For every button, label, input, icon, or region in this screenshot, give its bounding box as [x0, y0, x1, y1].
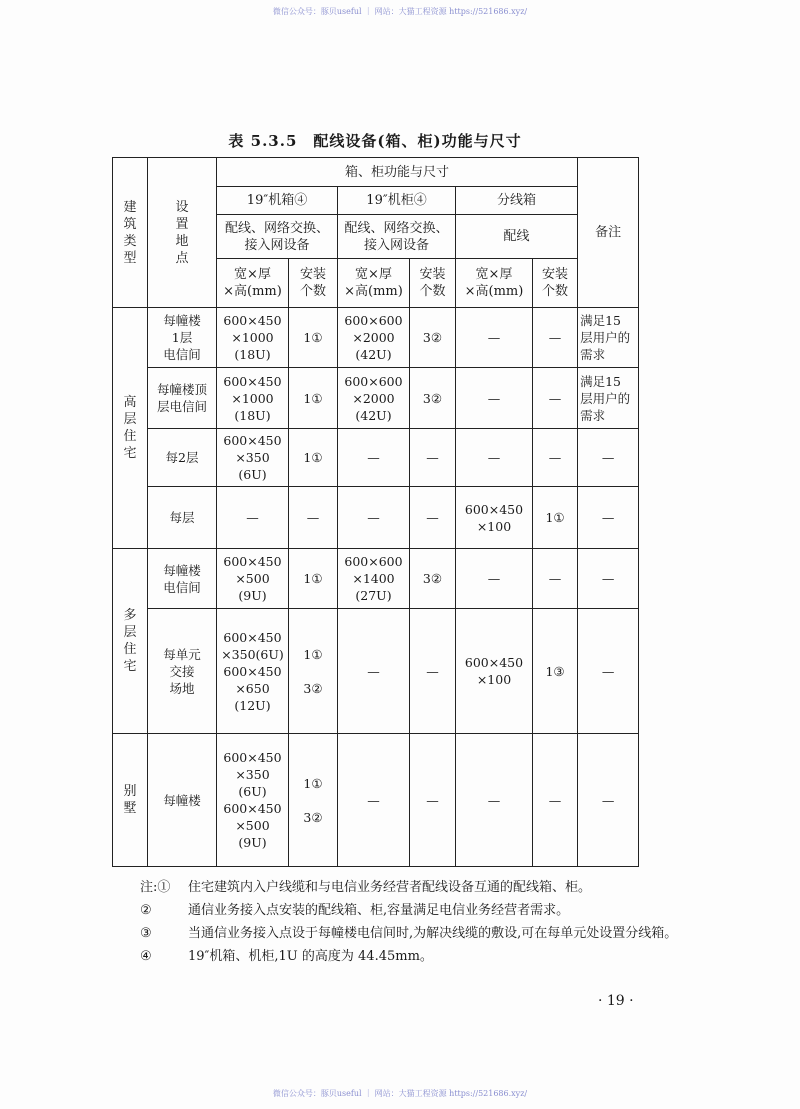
location-cell: 每层 — [148, 487, 217, 549]
distbox-count-cell: — — [533, 549, 578, 609]
building-type-cell: 多 层 住 宅 — [113, 549, 148, 734]
building-type-cell: 高 层 住 宅 — [113, 308, 148, 549]
location-cell: 每单元 交接 场地 — [148, 609, 217, 734]
note-item — [140, 899, 677, 922]
header-size: 宽×厚 ×高(mm) — [217, 259, 289, 308]
remark-cell: — — [578, 429, 639, 487]
header-size: 宽×厚 ×高(mm) — [338, 259, 410, 308]
cabinet-count-cell: — — [410, 429, 456, 487]
cabinet-size-cell: — — [338, 734, 410, 867]
note-item — [140, 876, 677, 899]
header-distbox: 分线箱 — [456, 187, 578, 215]
box-count-cell: 1① — [289, 308, 338, 368]
box-size-cell: 600×450 ×350 (6U) 600×450 ×500 (9U) — [217, 734, 289, 867]
header-count: 安装 个数 — [410, 259, 456, 308]
box-size-cell: 600×450 ×500 (9U) — [217, 549, 289, 609]
remark-cell: — — [578, 487, 639, 549]
cabinet-count-cell: — — [410, 734, 456, 867]
table-row — [113, 549, 639, 609]
distbox-count-cell: — — [533, 429, 578, 487]
distbox-size-cell: — — [456, 734, 533, 867]
note-label: ④ — [140, 949, 152, 964]
header-building-type: 建 筑 类 型 — [113, 158, 148, 308]
table-row — [113, 609, 639, 734]
location-cell: 每幢楼 1层 电信间 — [148, 308, 217, 368]
header-func-distbox: 配线 — [456, 215, 578, 259]
box-count-cell: 1① 3② — [289, 609, 338, 734]
cabinet-count-cell: 3② — [410, 308, 456, 368]
notes — [140, 876, 677, 968]
header-remark: 备注 — [578, 158, 639, 308]
cabinet-count-cell: 3② — [410, 549, 456, 609]
page-number: · 19 · — [598, 993, 634, 1009]
table-row — [113, 734, 639, 867]
cabinet-size-cell: — — [338, 609, 410, 734]
note-item — [140, 945, 677, 968]
header-cabinet19: 19″机柜④ — [338, 187, 456, 215]
header-size: 宽×厚 ×高(mm) — [456, 259, 533, 308]
cabinet-size-cell: 600×600 ×1400 (27U) — [338, 549, 410, 609]
distbox-size-cell: — — [456, 308, 533, 368]
box-count-cell: 1① — [289, 429, 338, 487]
distbox-size-cell: — — [456, 429, 533, 487]
distbox-count-cell: — — [533, 308, 578, 368]
header-count: 安装 个数 — [289, 259, 338, 308]
location-cell: 每2层 — [148, 429, 217, 487]
cabinet-count-cell: 3② — [410, 368, 456, 429]
table-row — [113, 487, 639, 549]
header-func-box: 配线、网络交换、 接入网设备 — [217, 215, 338, 259]
equipment-table — [112, 157, 639, 867]
note-label: 注:① — [140, 880, 171, 895]
cabinet-count-cell: — — [410, 609, 456, 734]
remark-cell: — — [578, 734, 639, 867]
distbox-count-cell: — — [533, 734, 578, 867]
cabinet-size-cell: 600×600 ×2000 (42U) — [338, 308, 410, 368]
remark-cell: 满足15 层用户的 需求 — [578, 308, 639, 368]
distbox-size-cell: 600×450 ×100 — [456, 609, 533, 734]
box-count-cell: 1① — [289, 549, 338, 609]
watermark-bottom: 微信公众号：豚贝useful ｜ 网站：大猫工程资源 https://521686.xyz/ — [272, 1089, 528, 1098]
location-cell: 每幢楼 电信间 — [148, 549, 217, 609]
note-label: ② — [140, 903, 152, 918]
header-box19: 19″机箱④ — [217, 187, 338, 215]
remark-cell: — — [578, 609, 639, 734]
header-location: 设 置 地 点 — [148, 158, 217, 308]
watermark-top: 微信公众号：豚贝useful ｜ 网站：大猫工程资源 https://521686.xyz/ — [272, 7, 528, 16]
location-cell: 每幢楼顶 层电信间 — [148, 368, 217, 429]
box-size-cell: — — [217, 487, 289, 549]
remark-cell: 满足15 层用户的 需求 — [578, 368, 639, 429]
note-item — [140, 922, 677, 945]
cabinet-size-cell: — — [338, 429, 410, 487]
box-size-cell: 600×450 ×1000 (18U) — [217, 368, 289, 429]
header-group: 箱、柜功能与尺寸 — [217, 158, 578, 187]
note-text: 19″机箱、机柜,1U 的高度为 44.45mm。 — [188, 949, 433, 964]
cabinet-count-cell: — — [410, 487, 456, 549]
box-count-cell: 1① 3② — [289, 734, 338, 867]
cabinet-size-cell: — — [338, 487, 410, 549]
distbox-count-cell: 1① — [533, 487, 578, 549]
box-count-cell: 1① — [289, 368, 338, 429]
box-size-cell: 600×450 ×1000 (18U) — [217, 308, 289, 368]
location-cell: 每幢楼 — [148, 734, 217, 867]
distbox-size-cell: 600×450 ×100 — [456, 487, 533, 549]
header-func-cabinet: 配线、网络交换、 接入网设备 — [338, 215, 456, 259]
header-count: 安装 个数 — [533, 259, 578, 308]
distbox-count-cell: 1③ — [533, 609, 578, 734]
distbox-size-cell: — — [456, 549, 533, 609]
note-label: ③ — [140, 926, 152, 941]
table-row — [113, 368, 639, 429]
remark-cell: — — [578, 549, 639, 609]
building-type-cell: 别 墅 — [113, 734, 148, 867]
distbox-size-cell: — — [456, 368, 533, 429]
note-text: 当通信业务接入点设于每幢楼电信间时,为解决线缆的敷设,可在每单元处设置分线箱。 — [188, 926, 678, 941]
table-title: 表 5.3.5 配线设备(箱、柜)功能与尺寸 — [228, 132, 522, 150]
table-row — [113, 308, 639, 368]
table-body — [113, 308, 639, 867]
distbox-count-cell: — — [533, 368, 578, 429]
box-size-cell: 600×450 ×350 (6U) — [217, 429, 289, 487]
box-size-cell: 600×450 ×350(6U) 600×450 ×650 (12U) — [217, 609, 289, 734]
note-text: 通信业务接入点安装的配线箱、柜,容量满足电信业务经营者需求。 — [188, 903, 570, 918]
note-text: 住宅建筑内入户线缆和与电信业务经营者配线设备互通的配线箱、柜。 — [188, 880, 592, 895]
box-count-cell: — — [289, 487, 338, 549]
cabinet-size-cell: 600×600 ×2000 (42U) — [338, 368, 410, 429]
table-row — [113, 429, 639, 487]
